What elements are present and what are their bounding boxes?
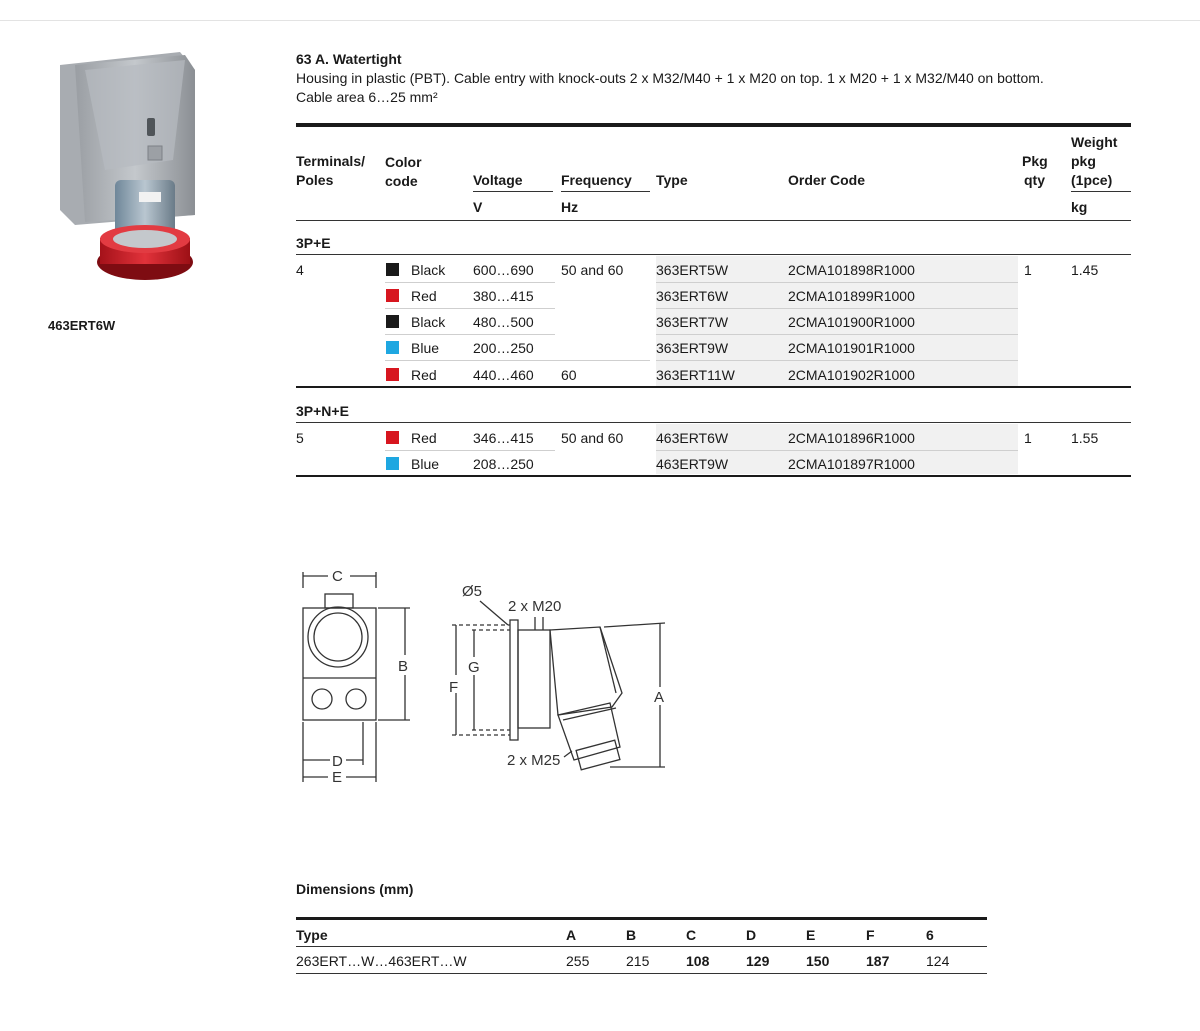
- header-type: Type: [656, 172, 688, 188]
- row-divider: [385, 282, 555, 283]
- pkg-qty-value: 1: [1024, 262, 1032, 278]
- table-top-rule: [296, 123, 1131, 127]
- color-name: Black: [411, 262, 446, 278]
- order-code-value: 2CMA101896R1000: [788, 430, 915, 446]
- dimensions-title: Dimensions (mm): [296, 881, 414, 897]
- unit-weight: kg: [1071, 199, 1088, 215]
- color-name: Blue: [411, 456, 440, 472]
- dim-header-c: C: [686, 927, 697, 943]
- pkg-qty-value: 1: [1024, 430, 1032, 446]
- header-frequency: Frequency: [561, 172, 632, 188]
- dim-header-f: F: [866, 927, 875, 943]
- color-name: Red: [411, 430, 437, 446]
- voltage-value: 380…415: [473, 288, 534, 304]
- dim-header-d: D: [746, 927, 757, 943]
- dim-label-d5: Ø5: [462, 583, 483, 600]
- header-color: Color: [385, 154, 422, 170]
- type-value: 463ERT9W: [656, 456, 729, 472]
- order-code-value: 2CMA101897R1000: [788, 456, 915, 472]
- dim-header-e: E: [806, 927, 816, 943]
- dim-header-6: 6: [926, 927, 934, 943]
- row-divider: [385, 308, 555, 309]
- row-divider: [385, 360, 650, 361]
- poles-value: 5: [296, 430, 304, 446]
- header-weight-pkg: pkg: [1071, 153, 1096, 169]
- dimensions-header-rule: [296, 946, 987, 947]
- dim-e-value: 150: [806, 953, 830, 969]
- dimensions-top-rule: [296, 917, 987, 920]
- side-view-drawing: [440, 575, 680, 775]
- order-code-value: 2CMA101899R1000: [788, 288, 915, 304]
- type-value: 363ERT5W: [656, 262, 729, 278]
- type-value: 363ERT6W: [656, 288, 729, 304]
- description-line-1: Housing in plastic (PBT). Cable entry with knock-outs 2 x M32/M40 + 1 x M20 on top. 1 x M20 + 1 x M32/M40 on bottom.: [296, 70, 1044, 86]
- weight-value: 1.45: [1071, 262, 1099, 278]
- front-view-drawing: [290, 560, 420, 790]
- type-value: 363ERT7W: [656, 314, 729, 330]
- color-swatch: [386, 368, 399, 381]
- dim-f-value: 187: [866, 953, 890, 969]
- frequency-underline: [561, 191, 650, 192]
- top-divider: [0, 20, 1200, 21]
- color-swatch: [386, 431, 399, 444]
- dim-label-d: D: [332, 753, 343, 770]
- row-divider: [385, 334, 555, 335]
- dim-label-g: G: [468, 659, 480, 676]
- type-value: 463ERT6W: [656, 430, 729, 446]
- group-label: 3P+N+E: [296, 403, 349, 419]
- color-swatch: [386, 341, 399, 354]
- row-divider: [656, 308, 1018, 309]
- order-code-value: 2CMA101901R1000: [788, 340, 915, 356]
- product-image: [45, 40, 215, 290]
- dim-type-value: 263ERT…W…463ERT…W: [296, 953, 467, 969]
- dim-d-value: 129: [746, 953, 770, 969]
- row-divider: [656, 360, 1018, 361]
- weight-underline: [1071, 191, 1131, 192]
- frequency-value: 60: [561, 367, 577, 383]
- voltage-value: 200…250: [473, 340, 534, 356]
- section-title: 63 A. Watertight: [296, 51, 402, 67]
- dimensions-bottom-rule: [296, 973, 987, 974]
- color-name: Blue: [411, 340, 440, 356]
- weight-value: 1.55: [1071, 430, 1099, 446]
- order-code-value: 2CMA101900R1000: [788, 314, 915, 330]
- unit-frequency: Hz: [561, 199, 579, 215]
- dim-header-type: Type: [296, 927, 328, 943]
- header-poles: Poles: [296, 172, 334, 188]
- group-label: 3P+E: [296, 235, 331, 251]
- row-divider: [656, 334, 1018, 335]
- product-description: [296, 50, 1176, 107]
- frequency-value: 50 and 60: [561, 430, 624, 446]
- dim-label-f: F: [449, 679, 459, 696]
- dim-label-c: C: [332, 568, 343, 585]
- dim-label-e: E: [332, 769, 343, 786]
- order-code-value: 2CMA101902R1000: [788, 367, 915, 383]
- group-rule: [296, 422, 1131, 423]
- header-voltage: Voltage: [473, 172, 523, 188]
- header-order-code: Order Code: [788, 172, 866, 188]
- header-pkg: Pkg: [1022, 153, 1048, 169]
- dim-label-b: B: [398, 658, 409, 675]
- group-end-rule: [296, 386, 1131, 388]
- color-swatch: [386, 457, 399, 470]
- unit-voltage: V: [473, 199, 483, 215]
- color-name: Black: [411, 314, 446, 330]
- row-divider: [656, 282, 1018, 283]
- voltage-value: 346…415: [473, 430, 534, 446]
- color-swatch: [386, 289, 399, 302]
- product-caption: 463ERT6W: [48, 318, 116, 333]
- dim-b-value: 215: [626, 953, 650, 969]
- header-code: code: [385, 173, 418, 189]
- color-swatch: [386, 315, 399, 328]
- dim-header-b: B: [626, 927, 637, 943]
- voltage-value: 480…500: [473, 314, 534, 330]
- description-line-2: Cable area 6…25 mm²: [296, 89, 438, 105]
- header-terminals: Terminals/: [296, 153, 365, 169]
- header-qty: qty: [1024, 172, 1045, 188]
- color-name: Red: [411, 367, 437, 383]
- dim-a-value: 255: [566, 953, 590, 969]
- dim-c-value: 108: [686, 953, 710, 969]
- group-rule: [296, 254, 1131, 255]
- dim-label-m20: 2 x M20: [508, 598, 562, 615]
- color-swatch: [386, 263, 399, 276]
- header-weight: Weight: [1071, 134, 1118, 150]
- row-divider: [656, 450, 1018, 451]
- type-value: 363ERT11W: [656, 367, 735, 383]
- row-divider: [385, 450, 555, 451]
- dim-label-m25: 2 x M25: [507, 752, 561, 769]
- order-code-value: 2CMA101898R1000: [788, 262, 915, 278]
- type-value: 363ERT9W: [656, 340, 729, 356]
- header-weight-1pce: (1pce): [1071, 172, 1113, 188]
- header-bottom-rule: [296, 220, 1131, 221]
- color-name: Red: [411, 288, 437, 304]
- voltage-value: 208…250: [473, 456, 534, 472]
- voltage-value: 600…690: [473, 262, 534, 278]
- dim-header-a: A: [566, 927, 577, 943]
- dim-label-a: A: [654, 689, 665, 706]
- table-bottom-rule: [296, 475, 1131, 477]
- dim-6-value: 124: [926, 953, 950, 969]
- frequency-value: 50 and 60: [561, 262, 624, 278]
- voltage-value: 440…460: [473, 367, 534, 383]
- poles-value: 4: [296, 262, 304, 278]
- voltage-underline: [473, 191, 553, 192]
